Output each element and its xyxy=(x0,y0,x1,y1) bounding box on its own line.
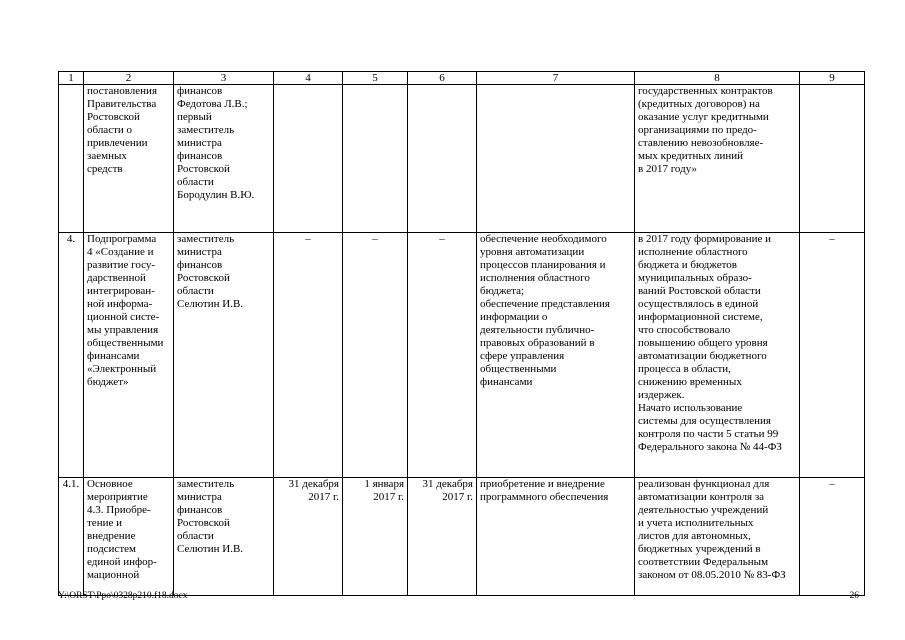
header-cell: 5 xyxy=(343,72,408,85)
actual-start-date-cell: 1 января 2017 г. xyxy=(343,478,408,596)
header-cell: 7 xyxy=(477,72,635,85)
header-cell: 9 xyxy=(800,72,865,85)
responsible-cell: заместитель министра финансов Ростовской области Селютин И.В. xyxy=(174,478,274,596)
planned-end-date-cell: 31 декабря 2017 г. xyxy=(274,478,343,596)
row-number-cell: 4. xyxy=(59,233,84,478)
table-row xyxy=(59,233,865,478)
header-cell: 3 xyxy=(174,72,274,85)
header-cell: 4 xyxy=(274,72,343,85)
actual-end-date-cell: – xyxy=(408,233,477,478)
actual-end-date-cell xyxy=(408,85,477,233)
table-row xyxy=(59,478,865,596)
actual-start-date-cell: – xyxy=(343,233,408,478)
measure-name-cell: постановления Правительства Ростовской области о привлечении заемных средств xyxy=(84,85,174,233)
planned-result-cell: обеспечение необходимого уровня автоматизации процессов планирования и исполнения областного бюджета; обеспечение представления информации о деятельности публично- правовых образований в сфере управления общественными финансами xyxy=(477,233,635,478)
header-cell: 1 xyxy=(59,72,84,85)
table-header-row xyxy=(59,72,865,85)
row-number-cell: 4.1. xyxy=(59,478,84,596)
planned-end-date-cell xyxy=(274,85,343,233)
actual-end-date-cell: 31 декабря 2017 г. xyxy=(408,478,477,596)
page-number: 26 xyxy=(849,591,859,601)
reason-cell xyxy=(800,85,865,233)
actual-start-date-cell xyxy=(343,85,408,233)
actual-result-cell: государственных контрактов (кредитных договоров) на оказание услуг кредитными организациями по предо- ставлению невозобновляе- мых кредитных линий в 2017 году» xyxy=(635,85,800,233)
header-cell: 2 xyxy=(84,72,174,85)
header-cell: 6 xyxy=(408,72,477,85)
responsible-cell: заместитель министра финансов Ростовской области Селютин И.В. xyxy=(174,233,274,478)
planned-end-date-cell: – xyxy=(274,233,343,478)
planned-result-cell: приобретение и внедрение программного обеспечения xyxy=(477,478,635,596)
header-cell: 8 xyxy=(635,72,800,85)
document-table xyxy=(58,71,865,596)
actual-result-cell: реализован функционал для автоматизации контроля за деятельностью учреждений и учета исполнительных листов для автономных, бюджетных учреждений в соответствии Федеральным законом от 08.05.2010 № 83-ФЗ xyxy=(635,478,800,596)
row-number-cell xyxy=(59,85,84,233)
footer-file-path: Y:\ORST\Ppo\0328p210.f18.docx xyxy=(58,591,188,601)
measure-name-cell: Основное мероприятие 4.3. Приобре- тение и внедрение подсистем единой инфор- мационной xyxy=(84,478,174,596)
reason-cell: – xyxy=(800,233,865,478)
measure-name-cell: Подпрограмма 4 «Создание и развитие госу- дарственной интегрирован- ной информа- ционной систе- мы управления общественными финансами «Электронный бюджет» xyxy=(84,233,174,478)
responsible-cell: финансов Федотова Л.В.; первый заместитель министра финансов Ростовской области Бородулин В.Ю. xyxy=(174,85,274,233)
table-row xyxy=(59,85,865,233)
reason-cell: – xyxy=(800,478,865,596)
actual-result-cell: в 2017 году формирование и исполнение областного бюджета и бюджетов муниципальных образо- ваний Ростовской области осуществлялось в единой информационной системе, что способствовало повышению общего уровня автоматизации бюджетного процесса в области, снижению временных издержек. Начато использование системы для осуществления контроля по части 5 статьи 99 Федерального закона № 44-ФЗ xyxy=(635,233,800,478)
planned-result-cell xyxy=(477,85,635,233)
